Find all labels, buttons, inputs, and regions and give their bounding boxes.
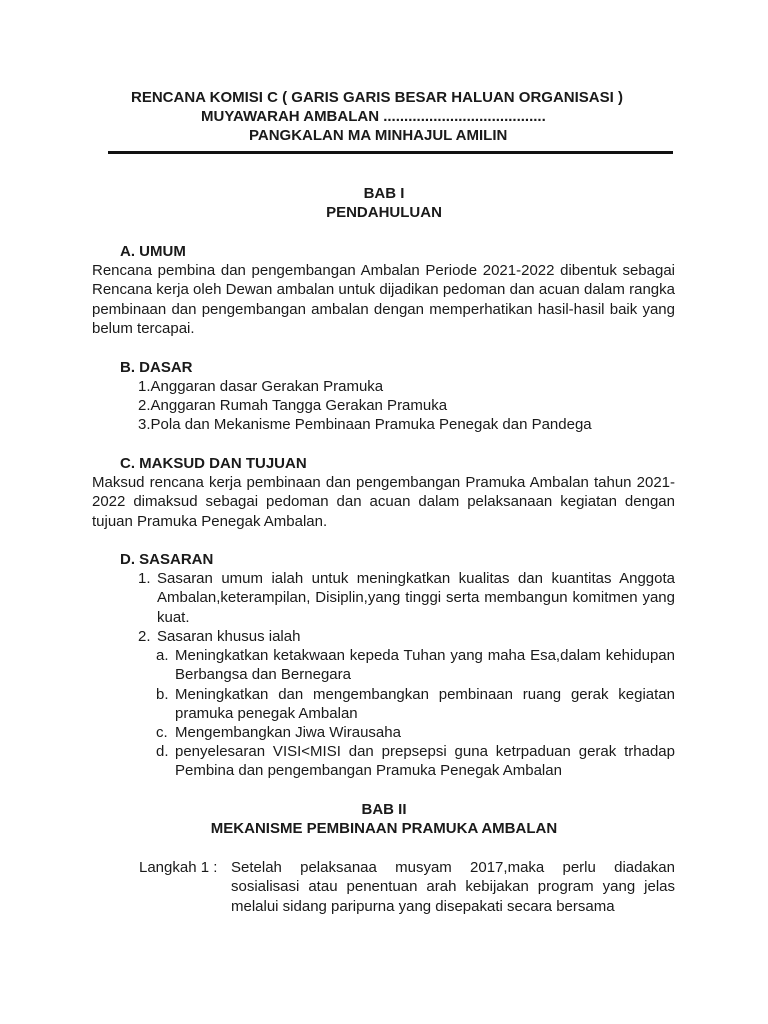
header-title-line3: PANGKALAN MA MINHAJUL AMILIN xyxy=(249,127,508,144)
bab2-subtitle: MEKANISME PEMBINAAN PRAMUKA AMBALAN xyxy=(210,820,558,837)
section-dasar-heading: B. DASAR xyxy=(120,359,193,376)
sasaran-sub-c-text: Mengembangkan Jiwa Wirausaha xyxy=(175,724,401,741)
dasar-item-3: 3.Pola dan Mekanisme Pembinaan Pramuka Penegak dan Pandega xyxy=(138,416,592,433)
sasaran-sub-d-label: d. xyxy=(156,743,169,760)
section-maksud-heading: C. MAKSUD DAN TUJUAN xyxy=(120,455,307,472)
sasaran-sub-b-text: Meningkatkan dan mengembangkan pembinaan ruang gerak kegiatan pramuka penegak Ambalan xyxy=(175,686,675,723)
section-maksud-text: Maksud rencana kerja pembinaan dan pengembangan Pramuka Ambalan tahun 2021-2022 dimaksud sebagai pedoman dan acuan dalam pelaksanaan kegiatan dengan tujuan Pramuka Penegak Ambalan. xyxy=(92,474,675,530)
sasaran-sub-b-label: b. xyxy=(156,686,169,703)
section-umum-heading: A. UMUM xyxy=(120,243,186,260)
dasar-item-2: 2.Anggaran Rumah Tangga Gerakan Pramuka xyxy=(138,397,448,414)
langkah1-label: Langkah 1 : xyxy=(139,859,218,876)
header-title-line2: MUYAWARAH AMBALAN ....................................... xyxy=(201,108,546,125)
sasaran-item-2-text: Sasaran khusus ialah xyxy=(157,628,301,645)
sasaran-item-2-number: 2. xyxy=(138,628,151,645)
sasaran-item-1-text: Sasaran umum ialah untuk meningkatkan kualitas dan kuantitas Anggota Ambalan,keterampilan, Disiplin,yang tinggi serta membangun komitmen yang kuat. xyxy=(157,570,675,626)
sasaran-sub-a-label: a. xyxy=(156,647,169,664)
bab1-subtitle: PENDAHULUAN xyxy=(326,204,442,221)
dasar-item-1: 1.Anggaran dasar Gerakan Pramuka xyxy=(138,378,384,395)
section-umum-text: Rencana pembina dan pengembangan Ambalan Periode 2021-2022 dibentuk sebagai Rencana kerja oleh Dewan ambalan untuk dijadikan pedoman dan acuan dalam rangka pembinaan dan pengembangan ambalan dengan memperhatikan hasil-hasil baik yang belum tercapai. xyxy=(92,262,675,338)
bab1-title: BAB I xyxy=(363,185,405,202)
sasaran-sub-d-text: penyelesaran VISI<MISI dan prepsepsi guna ketrpaduan gerak trhadap Pembina dan pengembangan Pramuka Penegak Ambalan xyxy=(175,743,675,780)
section-sasaran-heading: D. SASARAN xyxy=(120,551,214,568)
langkah1-text: Setelah pelaksanaa musyam 2017,maka perlu diadakan sosialisasi atau penentuan arah kebijakan program yang jelas melalui sidang paripurna yang disepakati secara bersama xyxy=(231,859,675,915)
bab2-title: BAB II xyxy=(361,801,407,818)
header-title-line1: RENCANA KOMISI C ( GARIS GARIS BESAR HALUAN ORGANISASI ) xyxy=(131,89,623,106)
sasaran-sub-c-label: c. xyxy=(156,724,168,741)
sasaran-sub-a-text: Meningkatkan ketakwaan kepeda Tuhan yang maha Esa,dalam kehidupan Berbangsa dan Bernegara xyxy=(175,647,675,684)
sasaran-item-1-number: 1. xyxy=(138,570,151,587)
header-divider xyxy=(108,151,673,154)
